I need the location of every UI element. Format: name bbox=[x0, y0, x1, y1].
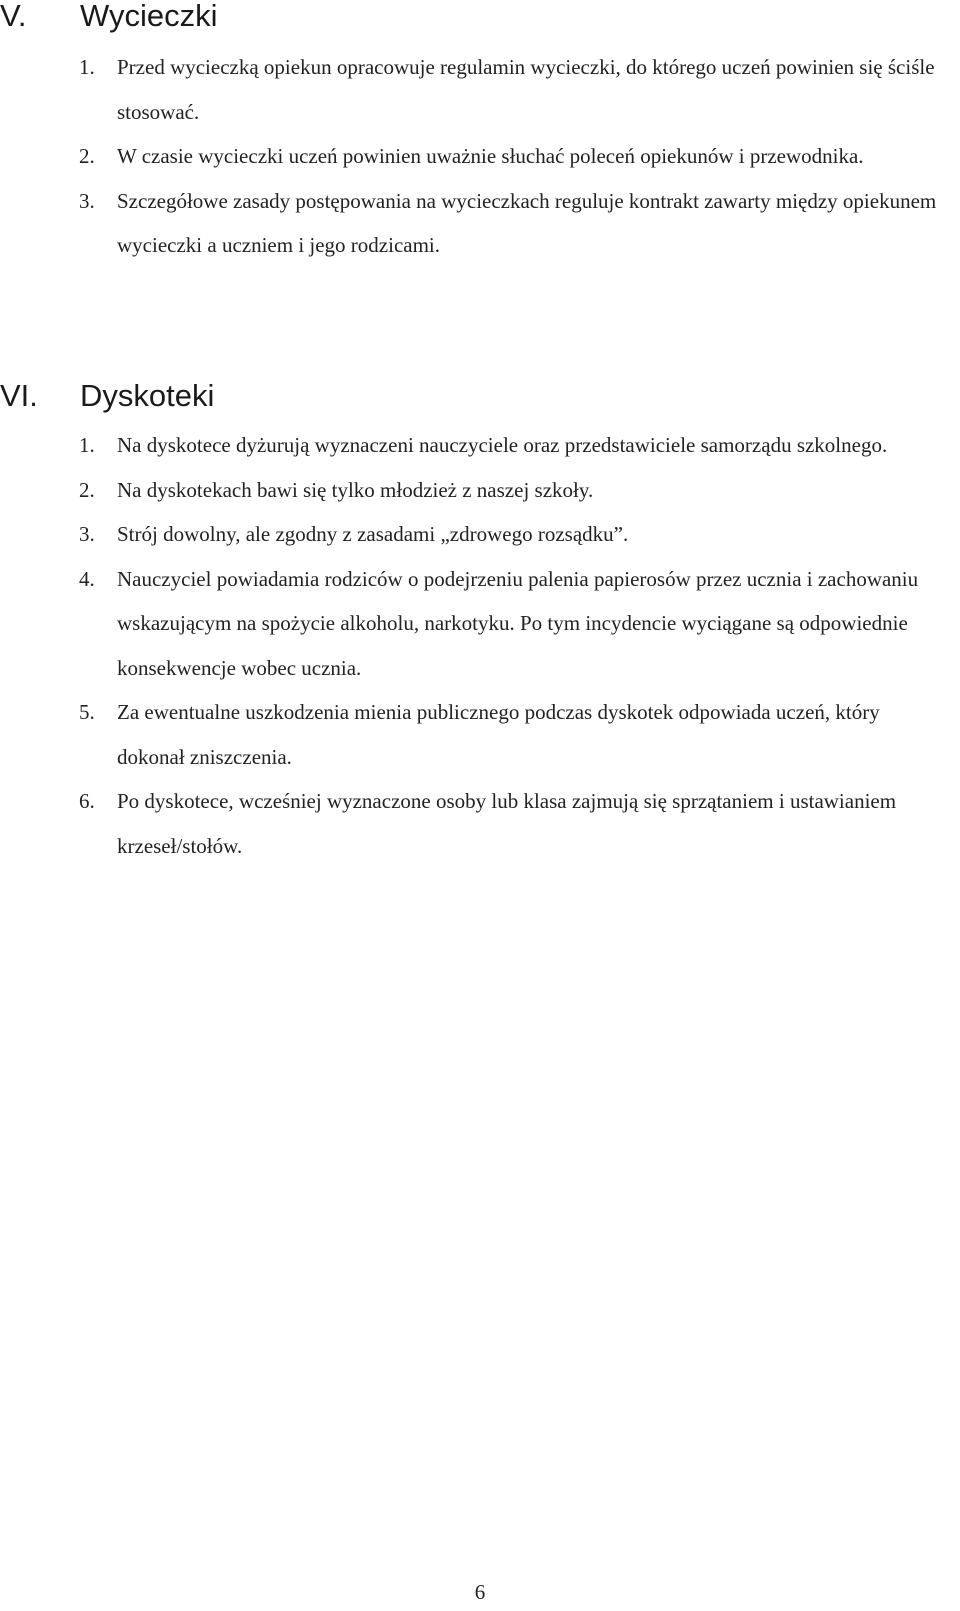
item-number: 3. bbox=[79, 522, 95, 546]
list-item bbox=[0, 423, 960, 468]
section-dyskoteki bbox=[0, 376, 960, 868]
section-number: V. bbox=[0, 0, 27, 33]
item-number: 1. bbox=[79, 433, 95, 457]
list-item bbox=[0, 179, 960, 268]
section-heading bbox=[0, 0, 960, 36]
item-text: Strój dowolny, ale zgodny z zasadami „zdrowego rozsądku”. bbox=[117, 522, 629, 546]
item-text: Szczegółowe zasady postępowania na wycieczkach reguluje kontrakt zawarty między opiekunem wycieczki a uczniem i jego rodzicami. bbox=[117, 188, 937, 257]
item-text: Na dyskotekach bawi się tylko młodzież z naszej szkoły. bbox=[117, 477, 594, 502]
item-number: 4. bbox=[79, 566, 95, 591]
section-heading bbox=[0, 376, 960, 416]
section-title: Wycieczki bbox=[80, 0, 218, 33]
item-text: Za ewentualne uszkodzenia mienia publicznego podczas dyskotek odpowiada uczeń, który dokonał zniszczenia. bbox=[117, 700, 880, 769]
list-item bbox=[0, 45, 960, 134]
item-text: W czasie wycieczki uczeń powinien uważnie słuchać poleceń opiekunów i przewodnika. bbox=[117, 144, 864, 168]
item-number: 5. bbox=[79, 700, 95, 724]
section-number: VI. bbox=[0, 378, 38, 413]
rule-list bbox=[0, 45, 960, 268]
list-item bbox=[0, 557, 960, 691]
rule-list bbox=[0, 423, 960, 868]
list-item bbox=[0, 512, 960, 557]
item-number: 6. bbox=[79, 789, 95, 813]
item-number: 1. bbox=[79, 55, 95, 79]
item-text: Po dyskotece, wcześniej wyznaczone osoby lub klasa zajmują się sprzątaniem i ustawianiem krzeseł/stołów. bbox=[117, 789, 897, 858]
section-title: Dyskoteki bbox=[80, 378, 215, 413]
item-number: 2. bbox=[79, 477, 95, 502]
item-number: 2. bbox=[79, 144, 95, 168]
item-text: Przed wycieczką opiekun opracowuje regulamin wycieczki, do którego uczeń powinien się ściśle stosować. bbox=[117, 55, 935, 124]
list-item bbox=[0, 690, 960, 779]
list-item bbox=[0, 468, 960, 513]
item-number: 3. bbox=[79, 188, 95, 213]
item-text: Na dyskotece dyżurują wyznaczeni nauczyciele oraz przedstawiciele samorządu szkolnego. bbox=[117, 433, 888, 457]
item-text: Nauczyciel powiadamia rodziców o podejrzeniu palenia papierosów przez ucznia i zachowaniu wskazującym na spożycie alkoholu, narkotyku. Po tym incydencie wyciągane są odpowiednie konsekwencje wobec ucznia. bbox=[117, 566, 919, 680]
section-wycieczki bbox=[0, 0, 960, 268]
list-item bbox=[0, 779, 960, 868]
page-number: 6 bbox=[474, 1580, 486, 1604]
list-item bbox=[0, 134, 960, 179]
